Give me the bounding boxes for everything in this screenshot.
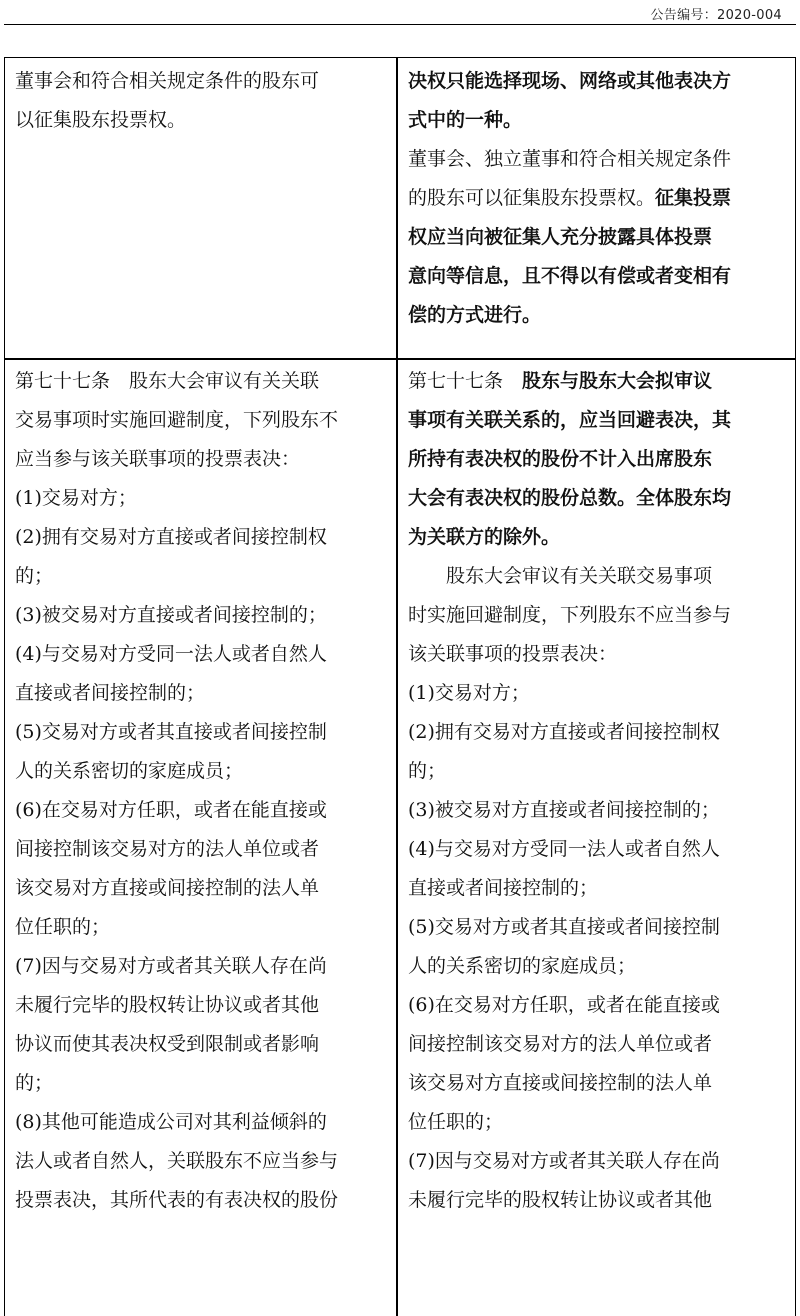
article-heading-line (408, 362, 794, 401)
text-line: 未履行完毕的股权转让协议或者其他 (15, 994, 320, 1016)
text-line: 时实施回避制度，下列股东不应当参与 (408, 604, 732, 626)
text-line: 权应当向被征集人充分披露具体投票 (408, 226, 713, 248)
text-line: 应当参与该关联事项的投票表决： (15, 448, 301, 470)
text-line (408, 140, 794, 179)
text-segment: 的股东可以征集股东投票权。 (408, 187, 656, 209)
row-divider (5, 358, 795, 360)
row2-revised-cell (398, 362, 794, 1220)
text-line: (5)交易对方或者其直接或者间接控制 (15, 721, 327, 743)
text-line: (7)因与交易对方或者其关联人存在尚 (408, 1150, 720, 1172)
text-line: 位任职的； (15, 916, 111, 938)
text-line: 协议而使其表决权受到限制或者影响 (15, 1033, 320, 1055)
page-header (0, 0, 800, 24)
text-line: (8)其他可能造成公司对其利益倾斜的 (15, 1111, 327, 1133)
text-line: (2)拥有交易对方直接或者间接控制权 (15, 526, 327, 548)
text-line: (1)交易对方； (408, 682, 530, 704)
text-line: 未履行完毕的股权转让协议或者其他 (408, 1189, 713, 1211)
text-segment: 董事会、独立董事和符合相关规定条件 (408, 148, 732, 170)
text-line: (5)交易对方或者其直接或者间接控制 (408, 916, 720, 938)
text-line: 直接或者间接控制的； (15, 682, 206, 704)
text-line: (3)被交易对方直接或者间接控制的； (15, 604, 327, 626)
text-segment-bold: 股东与股东大会拟审议 (522, 370, 713, 392)
text-line: (3)被交易对方直接或者间接控制的； (408, 799, 720, 821)
text-segment: 股东大会审议有关关联 (129, 370, 320, 392)
text-line: 该交易对方直接或间接控制的法人单 (15, 877, 320, 899)
text-line (408, 179, 794, 218)
text-line: (4)与交易对方受同一法人或者自然人 (408, 838, 720, 860)
text-line: 所持有表决权的股份不计入出席股东 (408, 448, 713, 470)
text-line: 董事会和符合相关规定条件的股东可 (15, 70, 320, 92)
text-line: 的； (15, 1072, 54, 1094)
row2-original-cell (5, 362, 395, 1220)
text-line: 该交易对方直接或间接控制的法人单 (408, 1072, 713, 1094)
text-line: (6)在交易对方任职，或者在能直接或 (408, 994, 720, 1016)
text-line: 人的关系密切的家庭成员； (408, 955, 637, 977)
text-line: 为关联方的除外。 (408, 526, 561, 548)
text-line: 的； (408, 760, 447, 782)
text-line: 事项有关联关系的，应当回避表决，其 (408, 409, 732, 431)
article-number: 第七十七条 (408, 370, 504, 392)
text-line: 人的关系密切的家庭成员； (15, 760, 244, 782)
text-line: 决权只能选择现场、网络或其他表决方 (408, 70, 732, 92)
text-line: (1)交易对方； (15, 487, 137, 509)
text-line: 间接控制该交易对方的法人单位或者 (15, 838, 320, 860)
text-line: 偿的方式进行。 (408, 304, 542, 326)
text-line: 式中的一种。 (408, 109, 523, 131)
text-line: 位任职的； (408, 1111, 504, 1133)
row1-original-cell (5, 62, 395, 140)
revised-lines (408, 596, 794, 1220)
header-rule (4, 24, 796, 25)
text-line: 以征集股东投票权。 (15, 109, 187, 131)
text-line: 法人或者自然人，关联股东不应当参与 (15, 1150, 339, 1172)
text-line: (4)与交易对方受同一法人或者自然人 (15, 643, 327, 665)
text-segment-bold: 征集投票 (655, 187, 732, 209)
article-heading-line (15, 362, 395, 401)
text-line: 股东大会审议有关关联交易事项 (446, 565, 713, 587)
comparison-table (4, 57, 796, 1316)
row1-revised-cell (398, 62, 794, 335)
text-line: 大会有表决权的股份总数。全体股东均 (408, 487, 732, 509)
text-line: 间接控制该交易对方的法人单位或者 (408, 1033, 713, 1055)
text-line: 直接或者间接控制的； (408, 877, 599, 899)
announcement-number: 公告编号：2020-004 (650, 8, 782, 23)
text-line: (7)因与交易对方或者其关联人存在尚 (15, 955, 327, 977)
text-line: 意向等信息，且不得以有偿或者变相有 (408, 265, 732, 287)
text-line: (6)在交易对方任职，或者在能直接或 (15, 799, 327, 821)
revised-bold-lines (408, 401, 794, 557)
article-number: 第七十七条 (15, 370, 111, 392)
text-line: 的； (15, 565, 54, 587)
text-line: 该关联事项的投票表决： (408, 643, 618, 665)
text-line: 投票表决，其所代表的有表决权的股份 (15, 1189, 339, 1211)
text-line: 交易事项时实施回避制度，下列股东不 (15, 409, 339, 431)
text-line: (2)拥有交易对方直接或者间接控制权 (408, 721, 720, 743)
original-lines (15, 401, 395, 1220)
